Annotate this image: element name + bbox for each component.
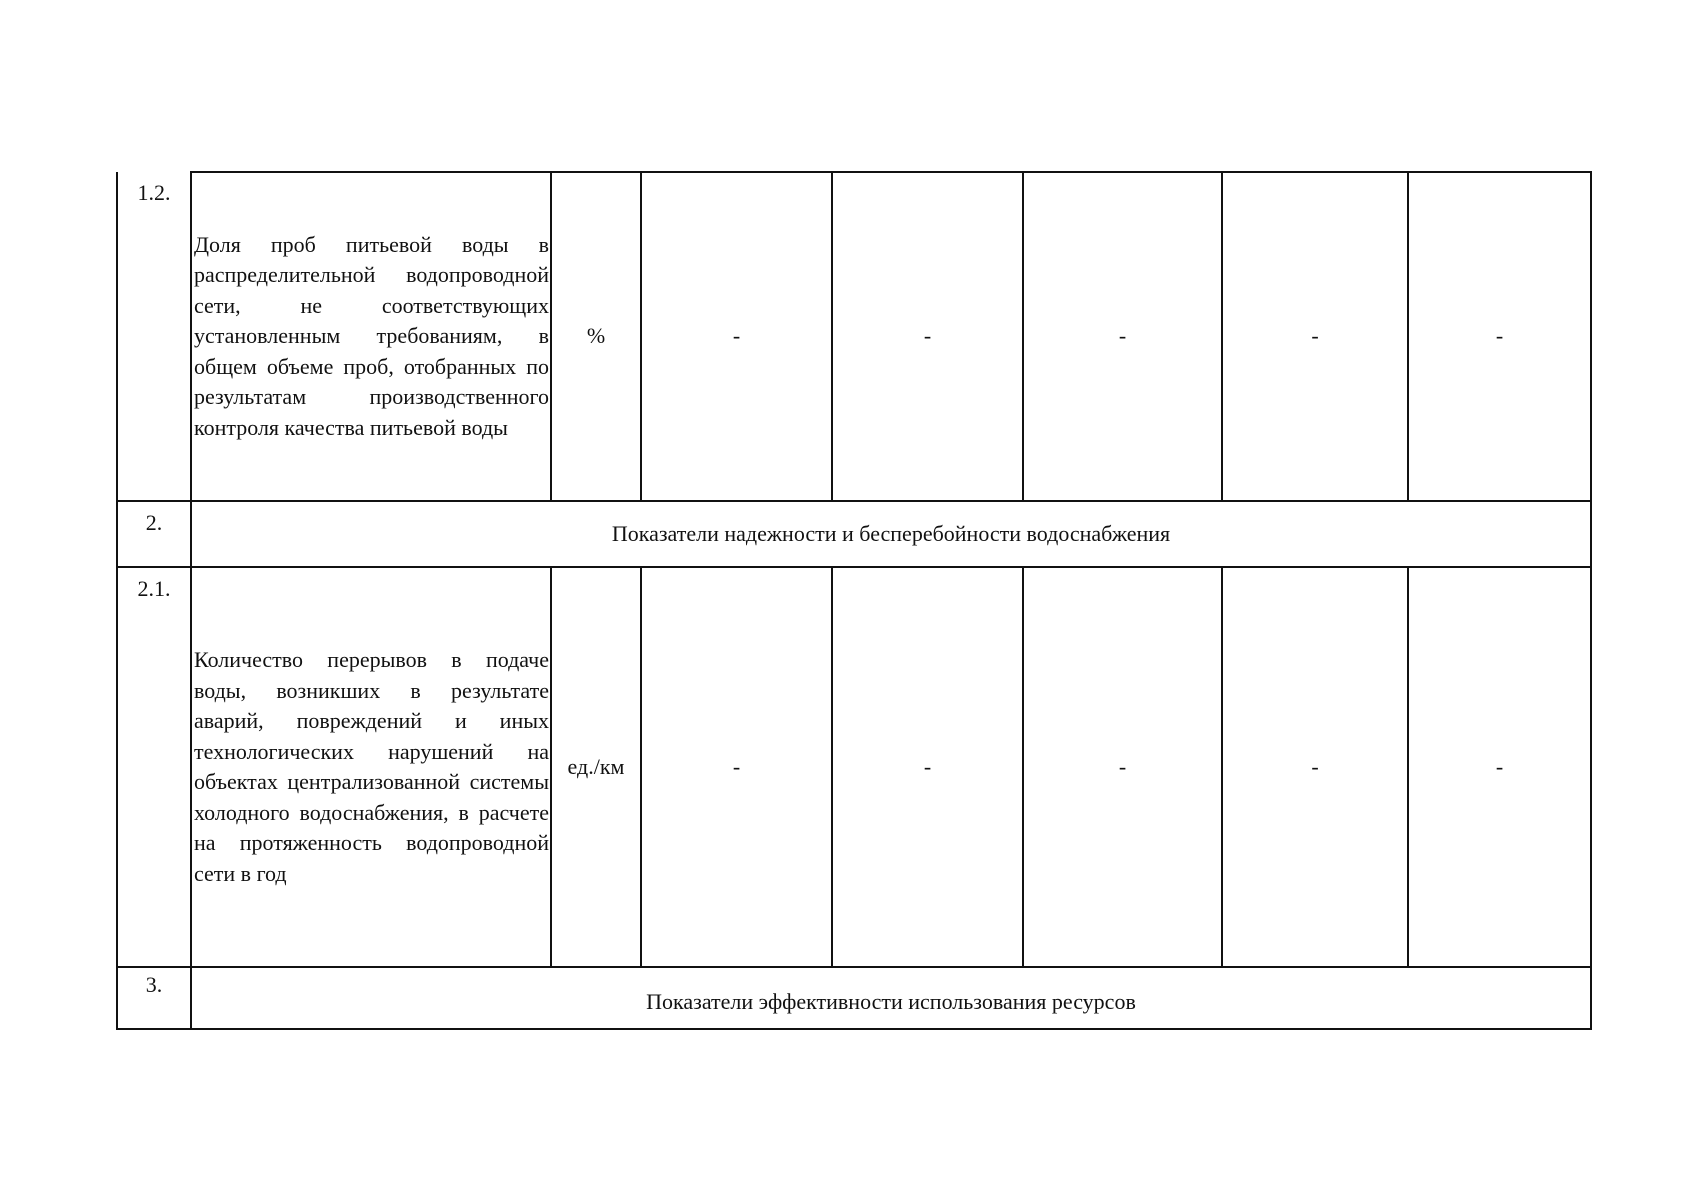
indicators-table: [116, 171, 1592, 1030]
row-number: 2.: [117, 501, 191, 567]
value-cell: -: [1222, 567, 1408, 967]
row-number: 3.: [117, 967, 191, 1029]
value-cell: -: [1023, 567, 1222, 967]
value-cell: -: [641, 567, 832, 967]
row-number: 1.2.: [117, 172, 191, 501]
value-cell: -: [832, 567, 1023, 967]
value-cell: -: [1023, 172, 1222, 501]
section-title: Показатели надежности и бесперебойности водоснабжения: [191, 501, 1591, 567]
value-cell: -: [1408, 172, 1591, 501]
value-cell: -: [1408, 567, 1591, 967]
row-number: 2.1.: [117, 567, 191, 967]
table-row: [117, 567, 1591, 967]
section-row: [117, 967, 1591, 1029]
indicator-description: Доля проб питьевой воды в распределительной водопроводной сети, не соответствующих установленным требованиям, в общем объеме проб, отобранных по результатам производственного контроля качества питьевой воды: [191, 172, 551, 501]
unit-cell: %: [551, 172, 641, 501]
section-row: [117, 501, 1591, 567]
table-row: [117, 172, 1591, 501]
indicator-description: Количество перерывов в подаче воды, возникших в результате аварий, повреждений и иных технологических нарушений на объектах централизованной системы холодного водоснабжения, в расчете на протяженность водопроводной сети в год: [191, 567, 551, 967]
section-title: Показатели эффективности использования ресурсов: [191, 967, 1591, 1029]
value-cell: -: [641, 172, 832, 501]
unit-cell: ед./км: [551, 567, 641, 967]
value-cell: -: [1222, 172, 1408, 501]
value-cell: -: [832, 172, 1023, 501]
